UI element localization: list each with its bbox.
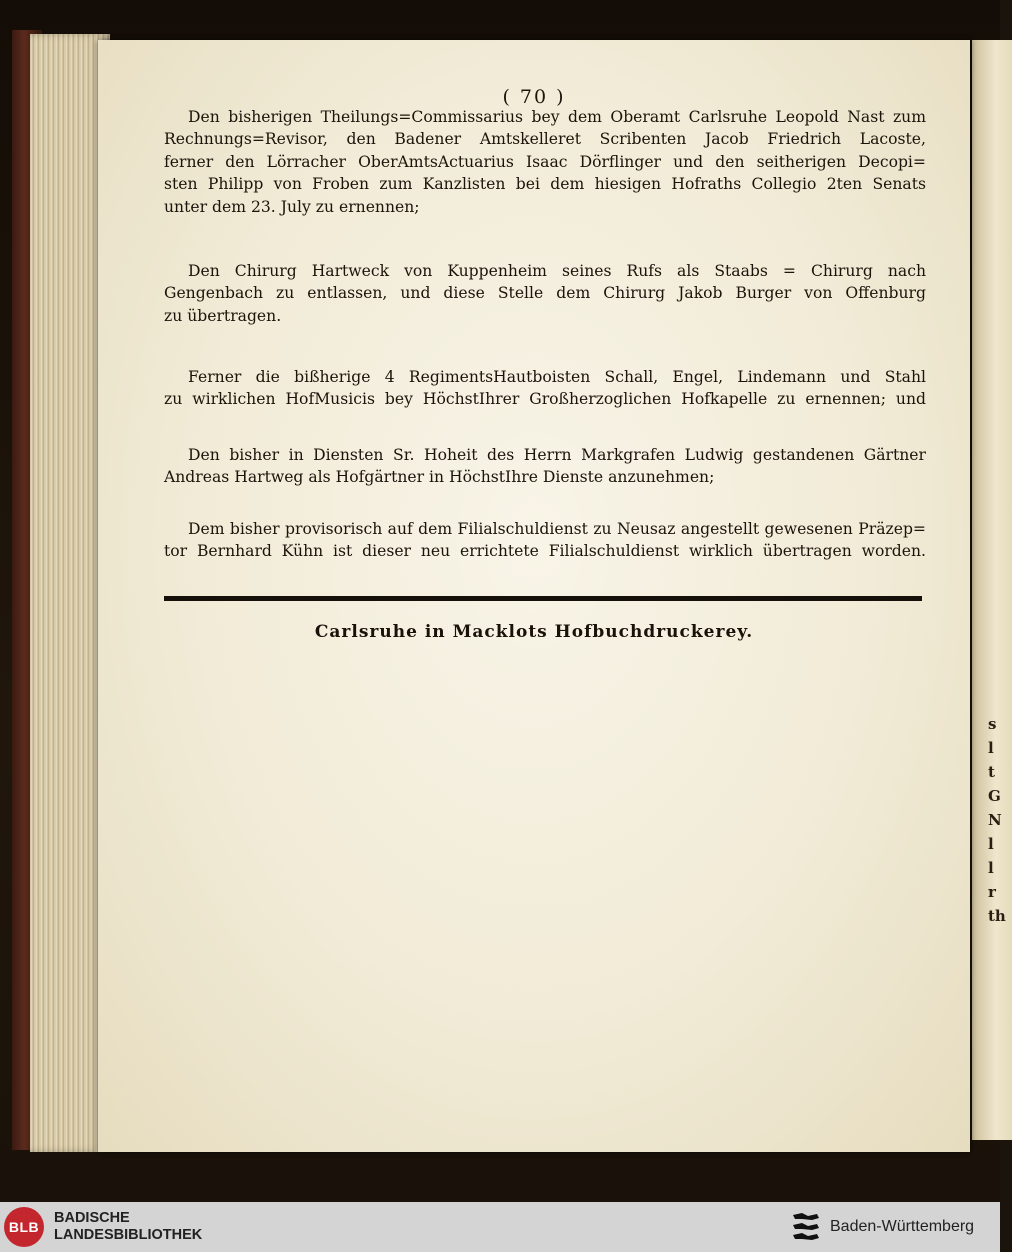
facing-glyph: t bbox=[988, 763, 995, 781]
text-line: zu übertragen. bbox=[164, 306, 282, 325]
paragraph-praezeptor bbox=[164, 518, 926, 563]
facing-glyph: s bbox=[988, 715, 997, 733]
text-line: Gengenbach zu entlassen, und diese Stelle dem Chirurg Jakob Burger von Offenburg bbox=[164, 284, 926, 303]
text-line: Den bisherigen Theilungs=Commissarius bey dem Oberamt Carlsruhe Leopold Nast zum bbox=[188, 108, 926, 126]
facing-glyph: r bbox=[988, 883, 996, 901]
facing-glyph: l bbox=[988, 859, 994, 877]
text-line: ferner den Lörracher OberAmtsActuarius Isaac Dörflinger und den seitherigen Decopi= bbox=[164, 152, 926, 171]
page-number: ( 70 ) bbox=[502, 86, 566, 108]
text-line: unter dem 23. July zu ernennen; bbox=[164, 197, 420, 216]
paragraph-appointments bbox=[164, 106, 926, 218]
state-name[interactable]: Baden-Württemberg bbox=[830, 1218, 975, 1235]
text-line: Den Chirurg Hartweck von Kuppenheim seines Rufs als Staabs = Chirurg nach bbox=[188, 262, 926, 280]
viewer-footer bbox=[0, 1202, 1000, 1252]
facing-glyph: th bbox=[988, 907, 1006, 925]
separator-rule bbox=[164, 596, 922, 601]
facing-glyph: l bbox=[988, 835, 994, 853]
text-line: Ferner die bißherige 4 RegimentsHautboisten Schall, Engel, Lindemann und Stahl bbox=[188, 368, 926, 386]
document-page bbox=[98, 40, 970, 1152]
text-line: Rechnungs=Revisor, den Badener Amtskelleret Scribenten Jacob Friedrich Lacoste, bbox=[164, 130, 926, 149]
text-line: Den bisher in Diensten Sr. Hoheit des Herrn Markgrafen Ludwig gestandenen Gärtner bbox=[188, 446, 926, 464]
blb-logo[interactable]: BLB bbox=[4, 1207, 44, 1247]
library-name-line1: BADISCHE bbox=[54, 1210, 130, 1226]
text-line: zu wirklichen HofMusicis bey HöchstIhrer Großherzoglichen Hofkapelle zu ernennen; und bbox=[164, 390, 926, 409]
facing-glyph: N bbox=[988, 811, 1002, 829]
facing-page-glyphs bbox=[988, 712, 1006, 928]
paragraph-chirurg bbox=[164, 260, 926, 327]
paragraph-hautboisten bbox=[164, 366, 926, 411]
text-line: sten Philipp von Froben zum Kanzlisten bei dem hiesigen Hofraths Collegio 2ten Senats bbox=[164, 175, 926, 194]
text-line: Andreas Hartweg als Hofgärtner in HöchstIhre Dienste anzunehmen; bbox=[164, 468, 715, 487]
library-name[interactable] bbox=[54, 1210, 202, 1244]
facing-glyph: G bbox=[988, 787, 1001, 805]
imprint: Carlsruhe in Macklots Hofbuchdruckerey. bbox=[314, 622, 754, 642]
facing-page-edge bbox=[972, 40, 1012, 1140]
text-line: Dem bisher provisorisch auf dem Filialschuldienst zu Neusaz angestellt gewesenen Präzep= bbox=[188, 520, 926, 538]
text-line: tor Bernhard Kühn ist dieser neu errichtete Filialschuldienst wirklich übertragen worden. bbox=[164, 542, 926, 561]
paragraph-gaertner bbox=[164, 444, 926, 489]
facing-glyph: l bbox=[988, 739, 994, 757]
baden-wuerttemberg-lions-icon[interactable] bbox=[790, 1210, 822, 1244]
library-name-line2: LANDESBIBLIOTHEK bbox=[54, 1227, 203, 1243]
